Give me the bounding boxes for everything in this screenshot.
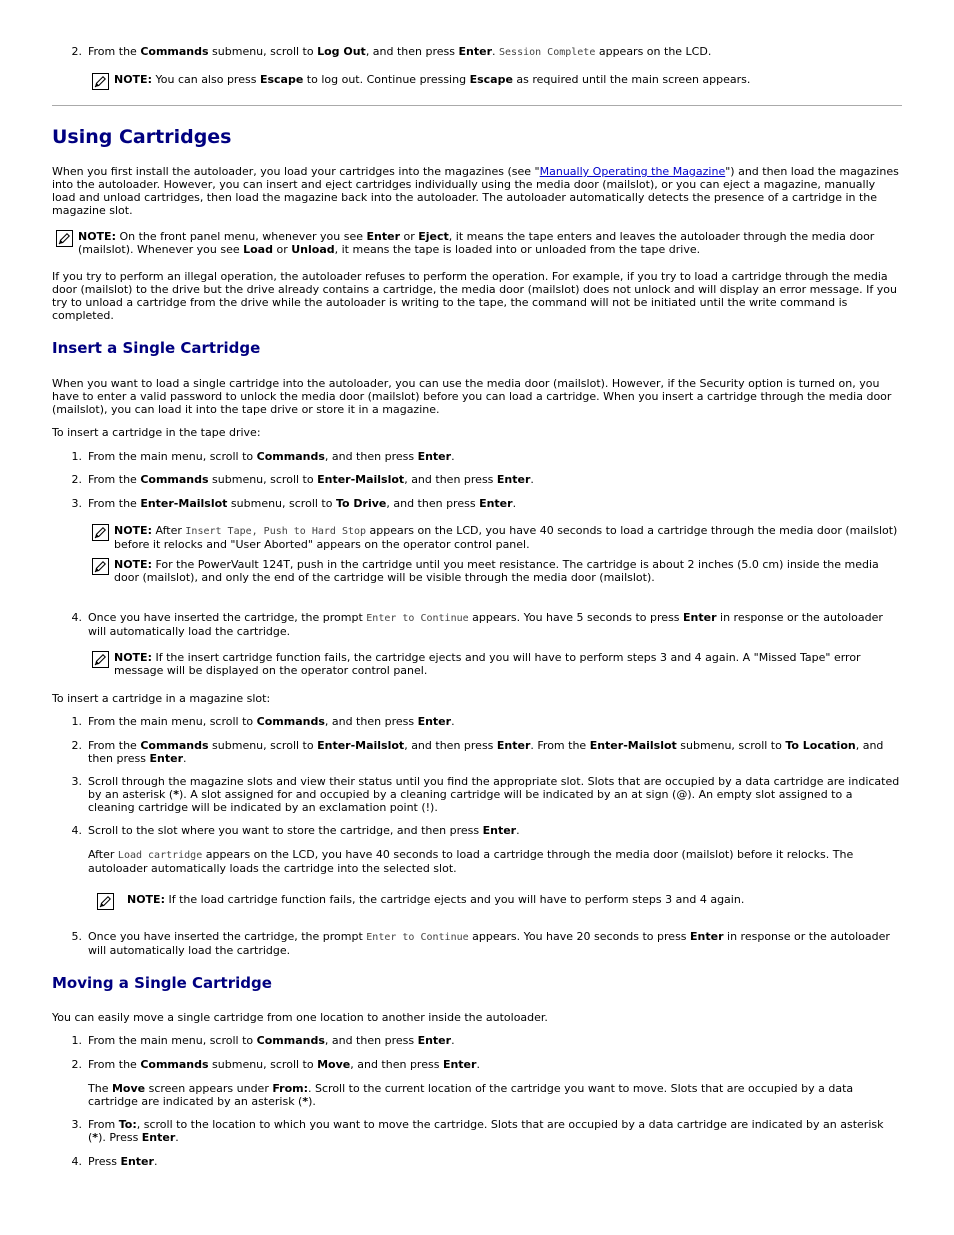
paragraph: To insert a cartridge in a magazine slot:	[52, 692, 271, 705]
paragraph: When you want to load a single cartridge into the autoloader, you can use the media door (mailslot). However, if the Security option is turned on, you have to enter a valid password to unlock the media door (mailslot) before you can load a cartridge. When you insert a cartridge through the media door (mailslot), you can load it into the tape drive or store it in a magazine.	[52, 377, 892, 416]
note-pencil-icon	[92, 651, 109, 668]
paragraph: When you first install the autoloader, you load your cartridges into the magazines (see "Manually Operating the Magazine") and then load the magazines into the autoloader. However, you can insert and eject cartridges individually using the media door (mailslot), or you can eject a magazine, manually load and unload cartridges, then load the magazine back into the autoloader. The autoloader automatically detects the presence of a cartridge in the magazine slot.	[52, 165, 899, 217]
manually-operating-magazine-link[interactable]: Manually Operating the Magazine	[539, 165, 726, 178]
note-pencil-icon	[97, 893, 114, 910]
section-title-using-cartridges: Using Cartridges	[52, 126, 232, 148]
section-divider	[52, 105, 902, 106]
note-pencil-icon	[92, 558, 109, 575]
paragraph: If you try to perform an illegal operation, the autoloader refuses to perform the operation. For example, if you try to load a cartridge through the media door (mailslot) to the drive but the drive already contains a cartridge, the media door (mailslot) does not unlock and will display an error message. If you try to unload a cartridge from the drive while the autoloader is writing to the tape, the command will not be initiated until the write command is completed.	[52, 270, 897, 322]
section-title-moving-single-cartridge: Moving a Single Cartridge	[52, 974, 272, 992]
paragraph: To insert a cartridge in the tape drive:	[52, 426, 261, 439]
note-pencil-icon	[92, 73, 109, 90]
paragraph: You can easily move a single cartridge from one location to another inside the autoloader.	[52, 1011, 548, 1024]
note-pencil-icon	[56, 230, 73, 247]
note-pencil-icon	[92, 524, 109, 541]
paragraph: The Move screen appears under From:. Scroll to the current location of the cartridge you want to move. Slots that are occupied by a data cartridge are indicated by an asterisk (*).	[88, 1082, 854, 1108]
section-title-insert-single-cartridge: Insert a Single Cartridge	[52, 339, 261, 357]
paragraph: After Load cartridge appears on the LCD, you have 40 seconds to load a cartridge through the media door (mailslot) before it relocks. The autoloader automatically loads the cartridge into the selected slot.	[88, 848, 854, 875]
